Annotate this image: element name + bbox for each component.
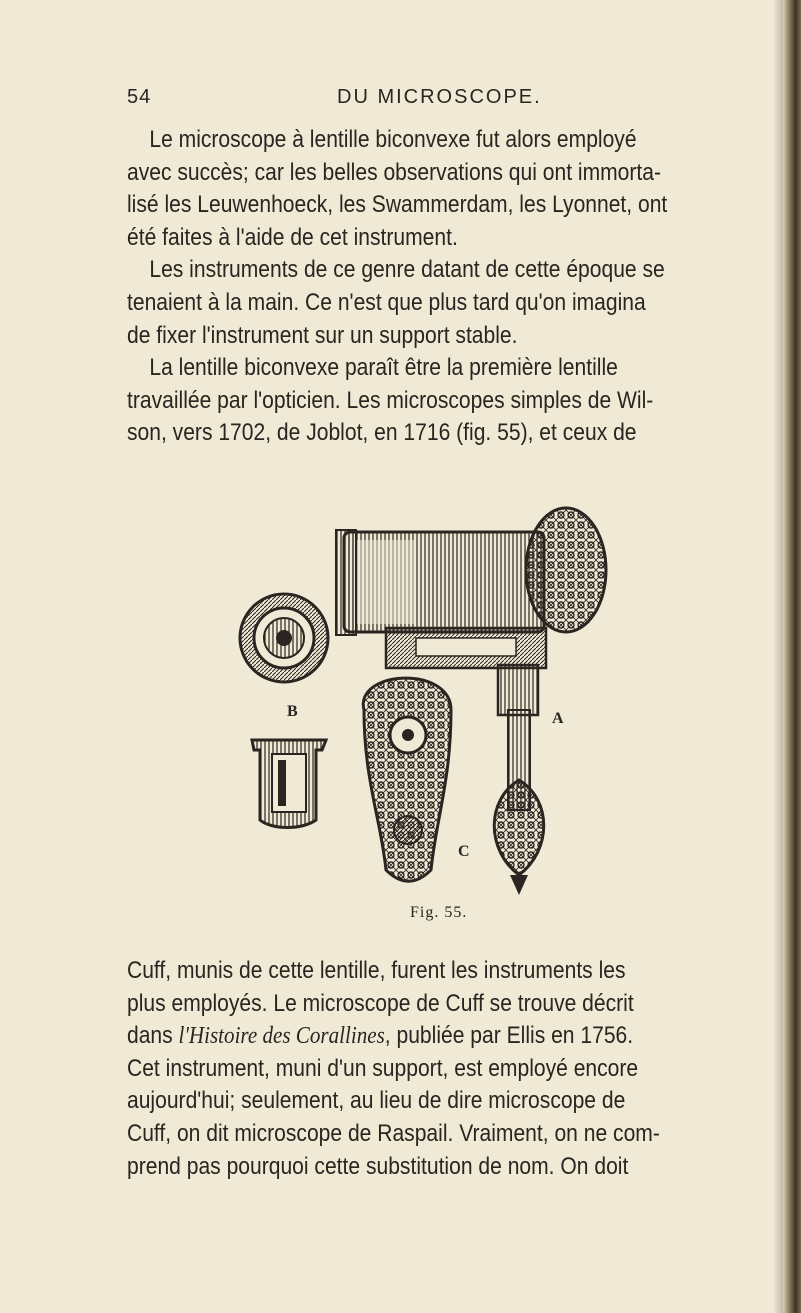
book-page-edge bbox=[783, 0, 801, 1313]
text-line: tenaient à la main. Ce n'est que plus tard qu'on imagina bbox=[127, 288, 646, 316]
text-line: avec succès; car les belles observations qui ont immorta- bbox=[127, 158, 662, 186]
figure-label-a: A bbox=[552, 710, 564, 727]
text-line: Les instruments de ce genre datant de cette époque se bbox=[149, 256, 665, 284]
text-line: Le microscope à lentille biconvexe fut alors employé bbox=[149, 126, 637, 153]
main-tube bbox=[336, 508, 606, 668]
handle-c bbox=[363, 678, 451, 881]
figure-label-b: B bbox=[287, 703, 298, 720]
text-line: Cuff, on dit microscope de Raspail. Vraiment, on ne com- bbox=[127, 1119, 660, 1147]
microscope-figure bbox=[236, 500, 631, 896]
text-line: prend pas pourquoi cette substitution de nom. On doit bbox=[127, 1152, 629, 1180]
text-line: aujourd'hui; seulement, au lieu de dire microscope de bbox=[127, 1087, 626, 1115]
text-line: Cuff, munis de cette lentille, furent les instruments les bbox=[127, 957, 626, 984]
figure-label-c: C bbox=[458, 843, 470, 860]
text-line: travaillée par l'opticien. Les microscopes simples de Wil- bbox=[127, 386, 654, 414]
body-text-bottom bbox=[127, 955, 736, 1183]
text-line: lisé les Leuwenhoeck, les Swammerdam, les Lyonnet, ont bbox=[127, 191, 668, 219]
text-line: plus employés. Le microscope de Cuff se trouve décrit bbox=[127, 989, 634, 1017]
page-header bbox=[127, 86, 717, 112]
eyepiece-disc bbox=[240, 594, 328, 682]
microscope-engraving bbox=[236, 500, 631, 896]
pillar-a bbox=[494, 665, 544, 895]
text-line: de fixer l'instrument sur un support stable. bbox=[127, 321, 518, 349]
text-run: , publiée par Ellis en 1756. bbox=[384, 1022, 634, 1050]
page-shadow bbox=[773, 0, 783, 1313]
running-title: DU MICROSCOPE. bbox=[337, 86, 542, 108]
text-line: été faites à l'aide de cet instrument. bbox=[127, 223, 458, 251]
text-line: son, vers 1702, de Joblot, en 1716 (fig. 55), et ceux de bbox=[127, 419, 637, 447]
text-run: dans bbox=[127, 1022, 179, 1050]
part-b bbox=[252, 740, 326, 828]
text-line: La lentille biconvexe paraît être la première lentille bbox=[149, 354, 618, 382]
text-line: Cet instrument, muni d'un support, est employé encore bbox=[127, 1054, 639, 1082]
page-number: 54 bbox=[127, 86, 152, 108]
figure-caption: Fig. 55. bbox=[410, 904, 468, 921]
body-text-top bbox=[127, 124, 736, 450]
book-title: l'Histoire des Corallines bbox=[178, 1022, 385, 1050]
text-line bbox=[127, 1020, 736, 1053]
